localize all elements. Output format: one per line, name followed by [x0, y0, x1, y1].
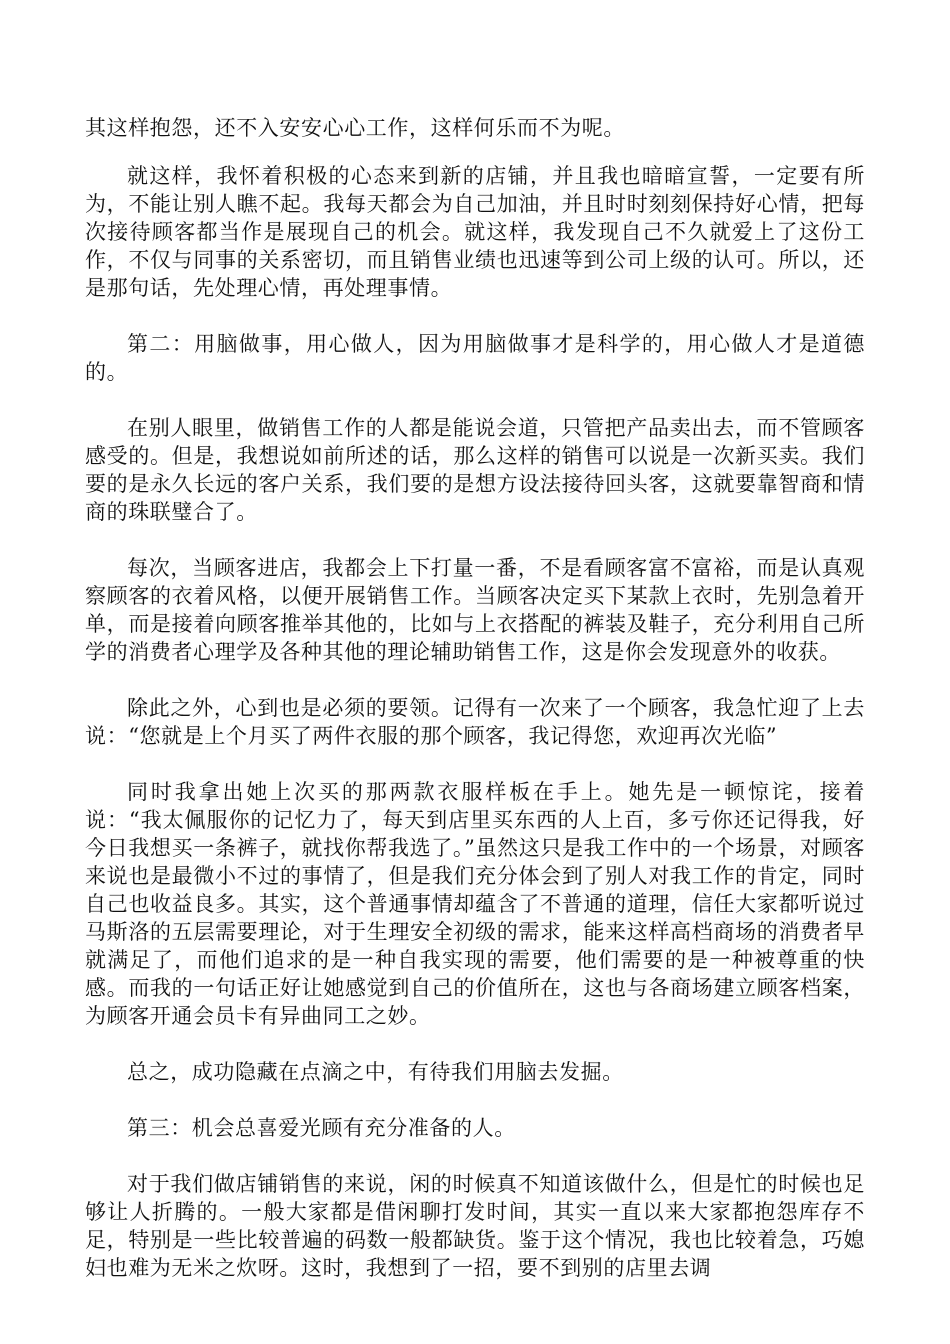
section-heading-2: 第二：用脑做事，用心做人，因为用脑做事才是科学的，用心做人才是道德的。 — [85, 332, 865, 384]
paragraph: 同时我拿出她上次买的那两款衣服样板在手上。她先是一顿惊诧，接着说：“我太佩服你的记忆力了，每天到店里买东西的人上百，多亏你还记得我，好今日我想买一条裤子，就找你帮我选了。”虽然这只是我工作中的一个场景，对顾客来说也是最微小不过的事情了，但是我们充分体会到了别人对我工作的肯定，同时自己也收益良多。其实，这个普通事情却蕴含了不普通的道理，信任大家都听说过马斯洛的五层需要理论，对于生理安全初级的需求，能来这样高档商场的消费者早就满足了，而他们追求的是一种自我实现的需要，他们需要的是一种被尊重的快感。而我的一句话正好让她感觉到自己的价值所在，这也与各商场建立顾客档案，为顾客开通会员卡有异曲同工之妙。 — [85, 780, 865, 1028]
document-body — [85, 114, 865, 1310]
paragraph: 总之，成功隐藏在点滴之中，有待我们用脑去发掘。 — [127, 1060, 624, 1084]
paragraph: 每次，当顾客进店，我都会上下打量一番，不是看顾客富不富裕，而是认真观察顾客的衣着风格，以便开展销售工作。当顾客决定买下某款上衣时，先别急着开单，而是接着向顾客推举其他的，比如与上衣搭配的裤装及鞋子，充分利用自己所学的消费者心理学及各种其他的理论辅助销售工作，这是你会发现意外的收获。 — [85, 556, 865, 664]
paragraph: 对于我们做店铺销售的来说，闲的时候真不知道该做什么，但是忙的时候也足够让人折腾的。一般大家都是借闲聊打发时间，其实一直以来大家都抱怨库存不足，特别是一些比较普遍的码数一般都缺货。鉴于这个情况，我也比较着急，巧媳妇也难为无米之炊呀。这时，我想到了一招，要不到别的店里去调 — [85, 1172, 865, 1280]
section-heading-3: 第三：机会总喜爱光顾有充分准备的人。 — [127, 1116, 516, 1140]
paragraph: 在别人眼里，做销售工作的人都是能说会道，只管把产品卖出去，而不管顾客感受的。但是，我想说如前所述的话，那么这样的销售可以说是一次新买卖。我们要的是永久长远的客户关系，我们要的是想方设法接待回头客，这就要靠智商和情商的珠联璧合了。 — [85, 416, 865, 524]
paragraph: 其这样抱怨，还不入安安心心工作，这样何乐而不为呢。 — [85, 116, 625, 140]
paragraph: 就这样，我怀着积极的心态来到新的店铺，并且我也暗暗宣誓，一定要有所为，不能让别人瞧不起。我每天都会为自己加油，并且时时刻刻保持好心情，把每次接待顾客都当作是展现自己的机会。就这样，我发现自己不久就爱上了这份工作，不仅与同事的关系密切，而且销售业绩也迅速等到公司上级的认可。所以，还是那句话，先处理心情，再处理事情。 — [85, 164, 865, 300]
paragraph: 除此之外，心到也是必须的要领。记得有一次来了一个顾客，我急忙迎了上去说：“您就是上个月买了两件衣服的那个顾客，我记得您，欢迎再次光临” — [85, 696, 865, 748]
